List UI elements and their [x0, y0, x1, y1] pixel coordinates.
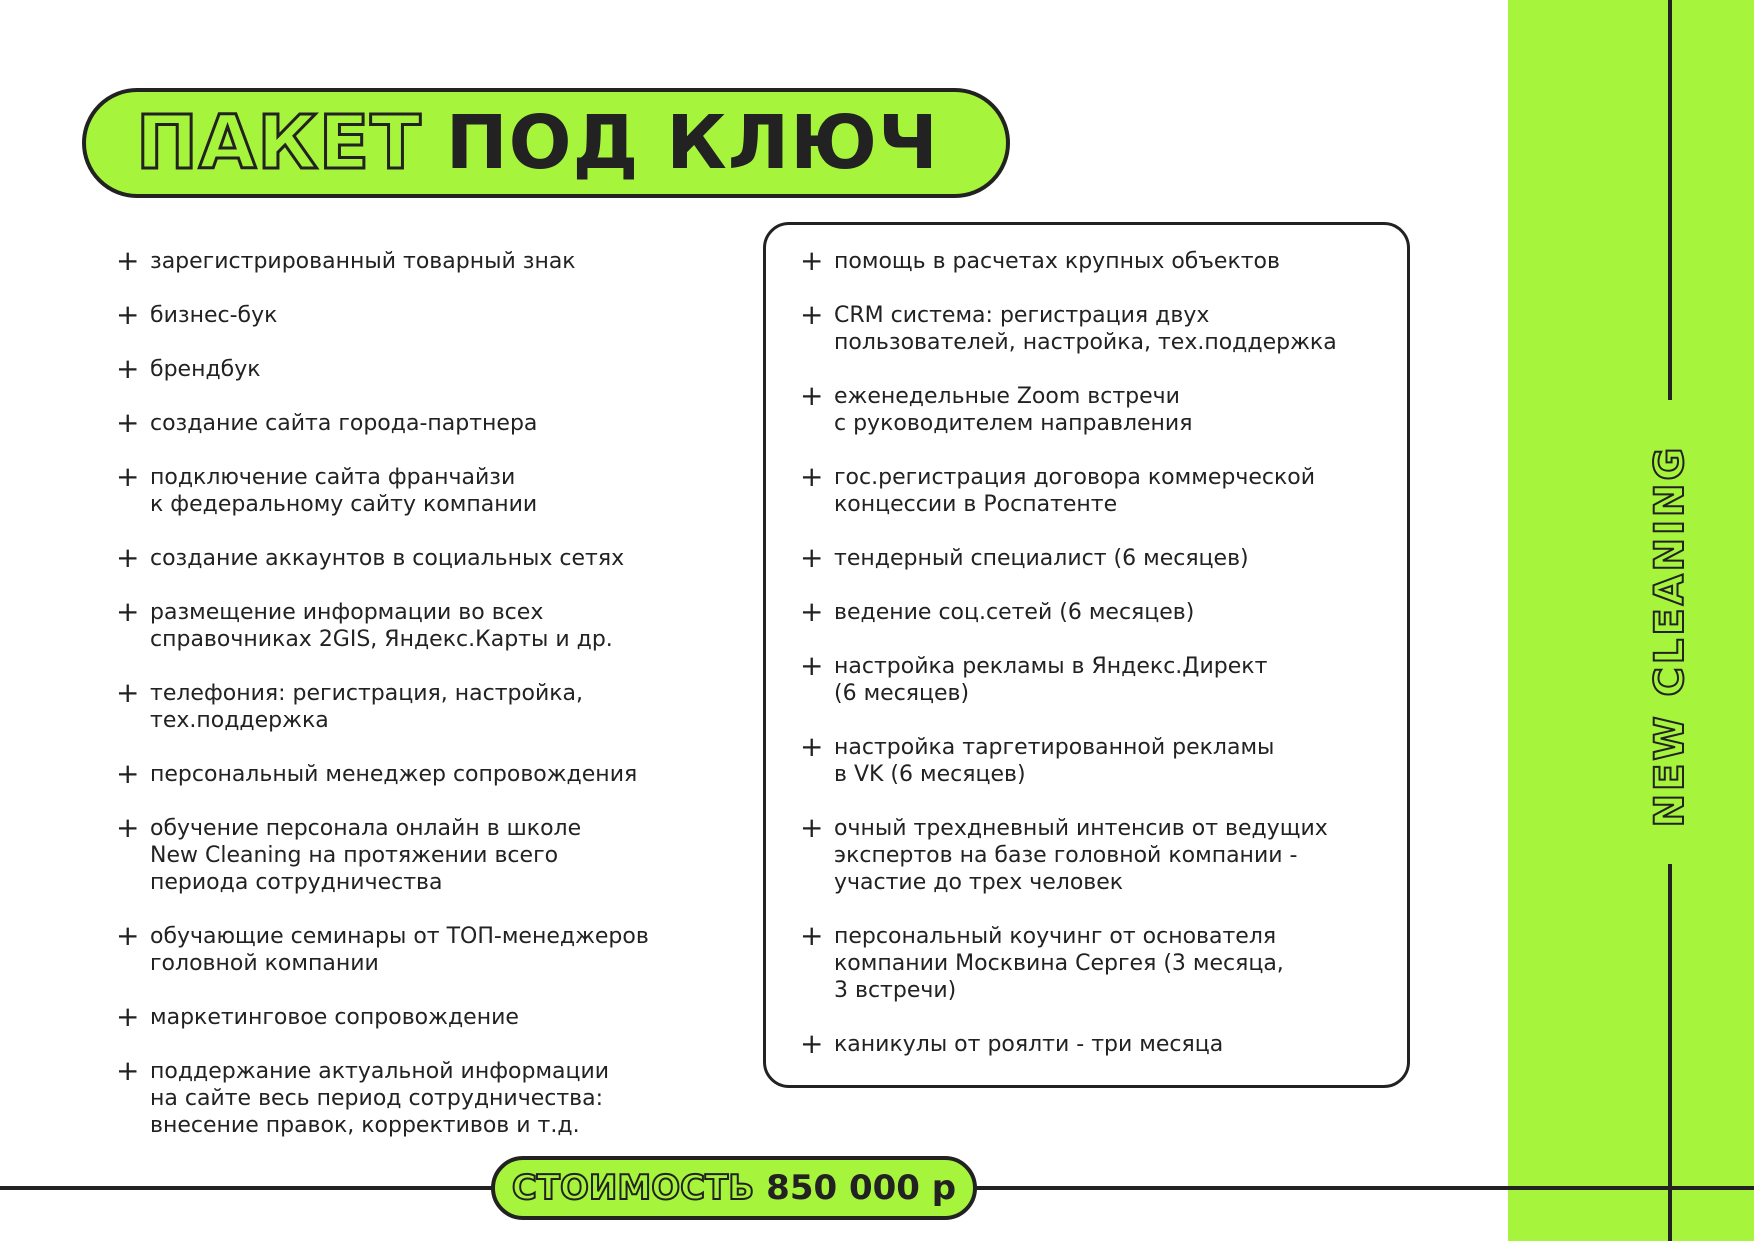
feature-item — [800, 298, 1394, 356]
plus-icon: + — [800, 460, 824, 493]
feature-item-label: тендерный специалист (6 месяцев) — [834, 546, 1249, 571]
feature-item-label: обучающие семинары от ТОП-менеджеров головной компании — [150, 924, 649, 976]
feature-item — [116, 406, 710, 439]
plus-icon: + — [116, 595, 140, 628]
feature-item — [116, 595, 710, 653]
feature-item-label: персональный коучинг от основателя компании Москвина Сергея (3 месяца, 3 встречи) — [834, 924, 1284, 1003]
plus-icon: + — [800, 244, 824, 277]
feature-item-label: маркетинговое сопровождение — [150, 1005, 519, 1030]
page-title-outline-word: ПАКЕТ — [136, 100, 422, 186]
plus-icon: + — [116, 757, 140, 790]
feature-item-label: телефония: регистрация, настройка, тех.поддержка — [150, 681, 584, 733]
page-title — [82, 88, 1010, 198]
feature-item-label: настройка рекламы в Яндекс.Директ (6 месяцев) — [834, 654, 1268, 706]
plus-icon: + — [800, 1027, 824, 1060]
plus-icon: + — [800, 919, 824, 952]
feature-item — [800, 919, 1394, 1004]
feature-item-label: очный трехдневный интенсив от ведущих экспертов на базе головной компании - участие до трех человек — [834, 816, 1328, 895]
price-value: 850 000 р — [766, 1168, 957, 1208]
right-feature-list — [800, 244, 1394, 1060]
plus-icon: + — [800, 811, 824, 844]
feature-item-label: брендбук — [150, 357, 261, 382]
plus-icon: + — [116, 541, 140, 574]
feature-item-label: помощь в расчетах крупных объектов — [834, 249, 1280, 274]
feature-item-label: персональный менеджер сопровождения — [150, 762, 638, 787]
feature-item-label: CRM система: регистрация двух пользователей, настройка, тех.поддержка — [834, 303, 1337, 355]
plus-icon: + — [800, 379, 824, 412]
plus-icon: + — [116, 676, 140, 709]
feature-item-label: размещение информации во всех справочниках 2GIS, Яндекс.Карты и др. — [150, 600, 613, 652]
feature-item-label: бизнес-бук — [150, 303, 278, 328]
feature-item — [116, 460, 710, 518]
feature-item — [116, 757, 710, 790]
feature-item-label: подключение сайта франчайзи к федеральному сайту компании — [150, 465, 538, 517]
feature-item — [116, 244, 710, 277]
feature-item — [116, 352, 710, 385]
plus-icon: + — [800, 541, 824, 574]
feature-item — [800, 649, 1394, 707]
brand-side-band — [1508, 0, 1754, 1241]
feature-item-label: гос.регистрация договора коммерческой концессии в Роспатенте — [834, 465, 1315, 517]
vertical-divider-top — [1668, 0, 1672, 400]
feature-item — [800, 730, 1394, 788]
brand-name-vertical: NEW CLEANING — [1647, 444, 1693, 828]
feature-item — [800, 1027, 1394, 1060]
feature-item — [116, 541, 710, 574]
price-label: СТОИМОСТЬ — [511, 1168, 755, 1208]
plus-icon: + — [800, 298, 824, 331]
feature-item — [116, 919, 710, 977]
feature-item-label: каникулы от роялти - три месяца — [834, 1032, 1224, 1057]
feature-item — [116, 1000, 710, 1033]
plus-icon: + — [800, 595, 824, 628]
feature-item-label: еженедельные Zoom встречи с руководителем направления — [834, 384, 1193, 436]
vertical-divider-bottom — [1668, 864, 1672, 1241]
plus-icon: + — [116, 460, 140, 493]
plus-icon: + — [116, 244, 140, 277]
feature-item — [800, 379, 1394, 437]
plus-icon: + — [116, 919, 140, 952]
feature-item — [116, 298, 710, 331]
plus-icon: + — [800, 649, 824, 682]
plus-icon: + — [800, 730, 824, 763]
plus-icon: + — [116, 352, 140, 385]
feature-item-label: зарегистрированный товарный знак — [150, 249, 576, 274]
feature-item — [116, 811, 710, 896]
plus-icon: + — [116, 811, 140, 844]
feature-item — [800, 541, 1394, 574]
plus-icon: + — [116, 1000, 140, 1033]
plus-icon: + — [116, 298, 140, 331]
plus-icon: + — [116, 406, 140, 439]
feature-item-label: обучение персонала онлайн в школе New Cleaning на протяжении всего периода сотрудничества — [150, 816, 582, 895]
feature-item — [800, 460, 1394, 518]
feature-item-label: настройка таргетированной рекламы в VK (6 месяцев) — [834, 735, 1275, 787]
left-feature-list — [116, 244, 710, 1139]
feature-item — [800, 811, 1394, 896]
price-badge — [491, 1156, 977, 1220]
page-title-solid-words: ПОД КЛЮЧ — [445, 100, 939, 186]
feature-item-label: создание аккаунтов в социальных сетях — [150, 546, 625, 571]
feature-item-label: ведение соц.сетей (6 месяцев) — [834, 600, 1195, 625]
feature-item — [116, 676, 710, 734]
plus-icon: + — [116, 1054, 140, 1087]
feature-item — [800, 595, 1394, 628]
feature-item — [800, 244, 1394, 277]
feature-item — [116, 1054, 710, 1139]
feature-item-label: поддержание актуальной информации на сайте весь период сотрудничества: внесение правок, коррективов и т.д. — [150, 1059, 610, 1138]
feature-item-label: создание сайта города-партнера — [150, 411, 538, 436]
